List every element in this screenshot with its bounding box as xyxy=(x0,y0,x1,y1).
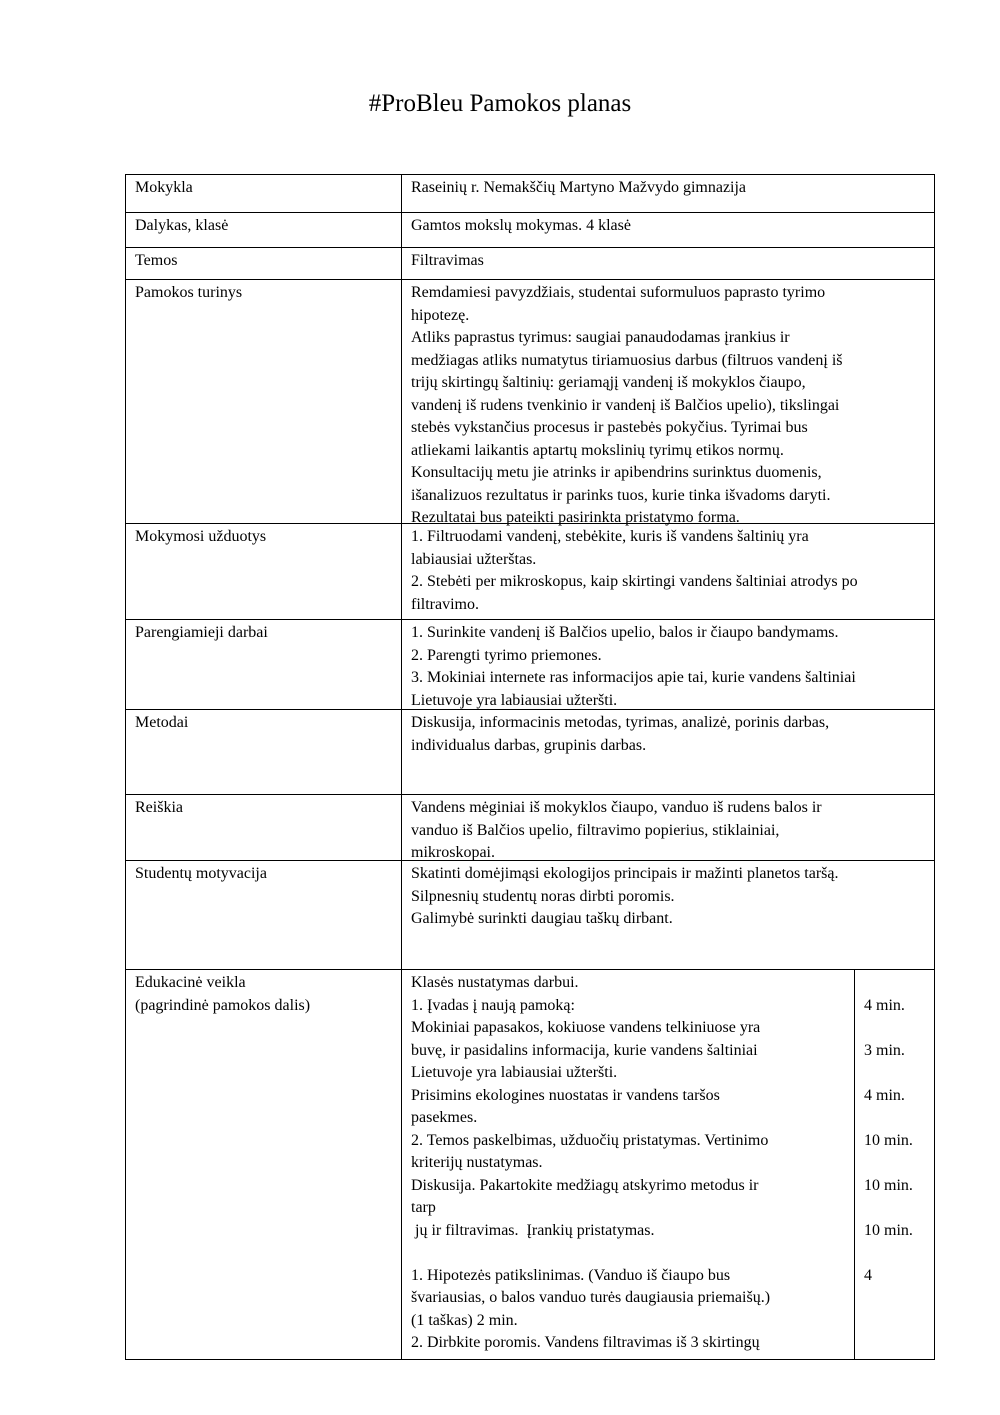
activity-line: 1. Įvadas į naują pamoką: xyxy=(411,996,575,1014)
row-label: Parengiamieji darbai xyxy=(135,624,268,641)
value-line: Galimybė surinkti daugiau taškų dirbant. xyxy=(411,910,673,927)
activity-line: švariausias, o balos vanduo turės daugiausia priemaišų.) xyxy=(411,1289,771,1306)
time-value xyxy=(864,1287,930,1310)
value-line: medžiagas atliks numatytus tiriamuosius darbus (filtruos vandenį iš xyxy=(411,351,843,369)
row-value xyxy=(411,526,931,616)
table-row-edukacine-veikla xyxy=(125,969,935,1360)
value-line: Rezultatai bus pateikti pasirinkta pristatymo forma. xyxy=(411,509,740,526)
value-line: 2. Stebėti per mikroskopus, kaip skirtingi vandens šaltiniai atrodys po xyxy=(411,573,858,590)
column-divider xyxy=(401,524,402,619)
activity-description xyxy=(411,972,851,1355)
value-line: Gamtos mokslų mokymas. 4 klasė xyxy=(411,217,631,234)
value-line: trijų skirtingų šaltinių: geriamąjį vandenį iš mokyklos čiaupo, xyxy=(411,374,806,391)
table-row xyxy=(125,709,935,794)
column-divider xyxy=(401,970,402,1359)
row-label: Metodai xyxy=(135,714,189,731)
time-column-divider xyxy=(854,970,855,1359)
table-row xyxy=(125,794,935,860)
time-value xyxy=(864,972,930,995)
row-label: Dalykas, klasė xyxy=(135,217,229,234)
row-value xyxy=(411,250,931,273)
time-value xyxy=(864,1152,930,1175)
time-value: 4 xyxy=(864,1266,872,1284)
activity-line: (1 taškas) 2 min. xyxy=(411,1311,518,1329)
table-row xyxy=(125,860,935,969)
value-line: vanduo iš Balčios upelio, filtravimo popierius, stiklainiai, xyxy=(411,821,780,839)
activity-line: 2. Temos paskelbimas, užduočių pristatymas. Vertinimo xyxy=(411,1131,769,1149)
time-value xyxy=(864,1332,930,1355)
row-label: Temos xyxy=(135,252,178,269)
value-line: vandenį iš rudens tvenkinio ir vandenį iš Balčios upelio), tikslingai xyxy=(411,396,840,414)
label-line: (pagrindinė pamokos dalis) xyxy=(135,996,311,1014)
value-line: atliekami laikantis aptartų mokslinių tyrimų etikos normų. xyxy=(411,441,784,459)
value-line: Lietuvoje yra labiausiai užteršti. xyxy=(411,691,618,709)
value-line: hipotezę. xyxy=(411,306,470,324)
time-value: 10 min. xyxy=(864,1176,913,1194)
row-value xyxy=(411,177,931,200)
value-line: mikroskopai. xyxy=(411,844,495,861)
value-line: Vandens mėginiai iš mokyklos čiaupo, vanduo iš rudens balos ir xyxy=(411,799,822,816)
column-divider xyxy=(401,248,402,279)
time-value xyxy=(864,1242,930,1265)
activity-line: buvę, ir pasidalins informacija, kurie vandens šaltiniai xyxy=(411,1041,758,1059)
activity-line: Diskusija. Pakartokite medžiagų atskyrimo metodus ir xyxy=(411,1176,759,1194)
column-divider xyxy=(401,280,402,523)
time-value xyxy=(864,1197,930,1220)
activity-line: Lietuvoje yra labiausiai užteršti. xyxy=(411,1064,618,1081)
value-line: Silpnesnių studentų noras dirbti poromis. xyxy=(411,887,675,905)
row-label: Reiškia xyxy=(135,799,183,816)
row-label: Pamokos turinys xyxy=(135,284,243,301)
time-value xyxy=(864,1017,930,1040)
value-line: individualus darbas, grupinis darbas. xyxy=(411,736,647,754)
column-divider xyxy=(401,861,402,969)
table-row xyxy=(125,247,935,279)
value-line: Konsultacijų metu jie atrinks ir apibendrins surinktus duomenis, xyxy=(411,464,822,481)
value-line: filtravimo. xyxy=(411,595,479,613)
value-line: 1. Filtruodami vandenį, stebėkite, kuris iš vandens šaltinių yra xyxy=(411,528,809,545)
value-line: išanalizuos rezultatus ir parinks tuos, kurie tinka išvadoms daryti. xyxy=(411,486,831,504)
row-value xyxy=(411,215,931,238)
value-line: Atliks paprastus tyrimus: saugiai panaudodamas įrankius ir xyxy=(411,329,790,346)
time-value xyxy=(864,1062,930,1085)
value-line: Remdamiesi pavyzdžiais, studentai suformuluos paprasto tyrimo xyxy=(411,284,826,301)
column-divider xyxy=(401,620,402,709)
activity-line: pasekmes. xyxy=(411,1109,478,1126)
row-label: Mokymosi užduotys xyxy=(135,528,267,545)
row-value xyxy=(411,622,931,712)
value-line: Diskusija, informacinis metodas, tyrimas, analizė, porinis darbas, xyxy=(411,714,830,731)
time-value: 4 min. xyxy=(864,996,905,1014)
time-value xyxy=(864,1107,930,1130)
time-value: 10 min. xyxy=(864,1131,913,1149)
column-divider xyxy=(401,710,402,794)
activity-line: kriterijų nustatymas. xyxy=(411,1154,543,1171)
time-value xyxy=(864,1310,930,1333)
row-label: Studentų motyvacija xyxy=(135,865,267,882)
table-row xyxy=(125,279,935,526)
value-line: Skatinti domėjimąsi ekologijos principais ir mažinti planetos taršą. xyxy=(411,865,839,882)
activity-line: Prisimins ekologines nuostatas ir vandens taršos xyxy=(411,1086,720,1104)
activity-line: jų ir filtravimas. Įrankių pristatymas. xyxy=(411,1221,655,1239)
time-column xyxy=(864,972,930,1355)
row-value xyxy=(411,863,931,931)
value-line: 2. Parengti tyrimo priemones. xyxy=(411,646,602,664)
time-value: 4 min. xyxy=(864,1086,905,1104)
column-divider xyxy=(401,795,402,860)
activity-line: tarp xyxy=(411,1199,436,1216)
activity-line: Klasės nustatymas darbui. xyxy=(411,974,579,991)
value-line: 3. Mokiniai internete ras informacijos apie tai, kurie vandens šaltiniai xyxy=(411,669,856,686)
value-line: Raseinių r. Nemakščių Martyno Mažvydo gimnazija xyxy=(411,179,747,196)
time-value: 10 min. xyxy=(864,1221,913,1239)
row-label xyxy=(135,972,395,1017)
time-value: 3 min. xyxy=(864,1041,905,1059)
table-row xyxy=(125,619,935,709)
column-divider xyxy=(401,175,402,212)
label-line: Edukacinė veikla xyxy=(135,974,246,991)
table-row xyxy=(125,523,935,619)
row-value xyxy=(411,797,931,865)
activity-line: 2. Dirbkite poromis. Vandens filtravimas iš 3 skirtingų xyxy=(411,1334,760,1351)
table-row xyxy=(125,174,935,212)
row-value xyxy=(411,712,931,757)
value-line: labiausiai užterštas. xyxy=(411,550,537,568)
row-value xyxy=(411,282,931,530)
activity-line xyxy=(411,1242,851,1265)
page-title: #ProBleu Pamokos planas xyxy=(368,90,632,117)
column-divider xyxy=(401,213,402,247)
value-line: stebės vykstančius procesus ir pastebės pokyčius. Tyrimai bus xyxy=(411,419,808,436)
table-row xyxy=(125,212,935,247)
activity-line: 1. Hipotezės patikslinimas. (Vanduo iš čiaupo bus xyxy=(411,1266,731,1284)
row-label: Mokykla xyxy=(135,179,193,196)
value-line: 1. Surinkite vandenį iš Balčios upelio, balos ir čiaupo bandymams. xyxy=(411,624,839,641)
value-line: Filtravimas xyxy=(411,252,484,269)
activity-line: Mokiniai papasakos, kokiuose vandens telkiniuose yra xyxy=(411,1019,761,1036)
